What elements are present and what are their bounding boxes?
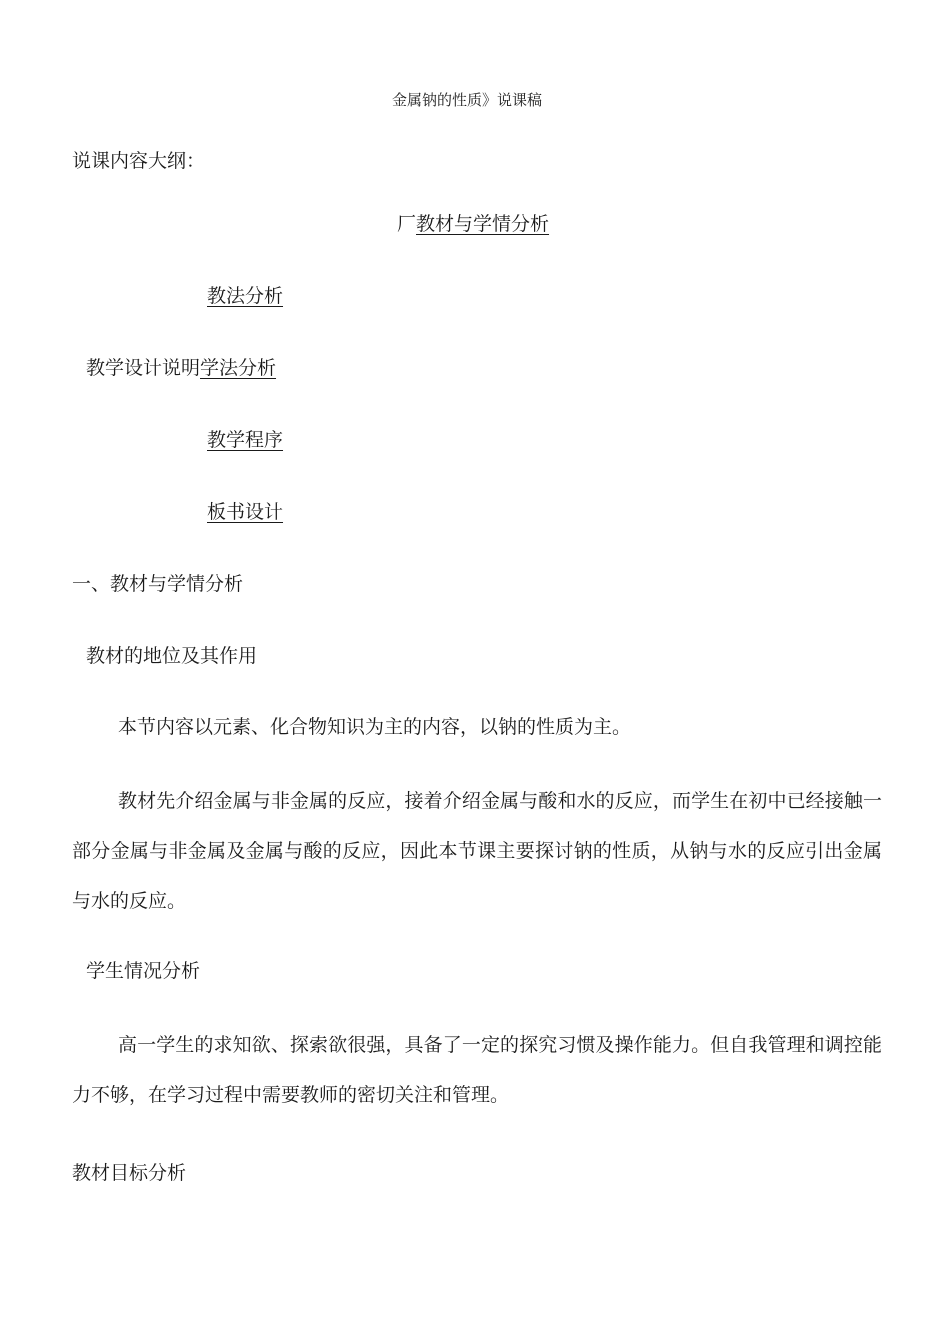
section-heading-1: 一、教材与学情分析	[72, 573, 244, 595]
outline-item-learning-method: 学法分析	[200, 357, 277, 379]
subsection-heading-goal-analysis: 教材目标分析	[72, 1162, 187, 1184]
subsection-heading-student-analysis: 学生情况分析	[86, 960, 201, 982]
outline-group-label: 教学设计说明	[86, 357, 201, 379]
outline-item-teaching-procedure: 教学程序	[207, 429, 284, 451]
paragraph-content-summary: 本节内容以元素、化合物知识为主的内容，以钠的性质为主。	[118, 716, 632, 738]
outline-item-teaching-method: 教法分析	[207, 285, 284, 307]
outline-bracket-glyph: 厂	[397, 213, 417, 235]
outline-item-1-row	[397, 215, 549, 234]
subsection-heading-textbook-role: 教材的地位及其作用	[86, 645, 258, 667]
paragraph-student-analysis: 高一学生的求知欲、探索欲很强，具备了一定的探究习惯及操作能力。但自我管理和调控能力不够，在学习过程中需要教师的密切关注和管理。	[72, 1034, 882, 1106]
outline-heading: 说课内容大纲：	[72, 150, 206, 172]
outline-item-3-row	[86, 359, 276, 378]
document-title: 金属钠的性质》说课稿	[392, 91, 543, 109]
outline-item-board-design: 板书设计	[207, 501, 284, 523]
outline-item-textbook-analysis: 教材与学情分析	[416, 213, 550, 235]
paragraph-textbook-structure: 教材先介绍金属与非金属的反应，接着介绍金属与酸和水的反应，而学生在初中已经接触一部分金属与非金属及金属与酸的反应，因此本节课主要探讨钠的性质，从钠与水的反应引出金属与水的反应。	[72, 790, 882, 912]
